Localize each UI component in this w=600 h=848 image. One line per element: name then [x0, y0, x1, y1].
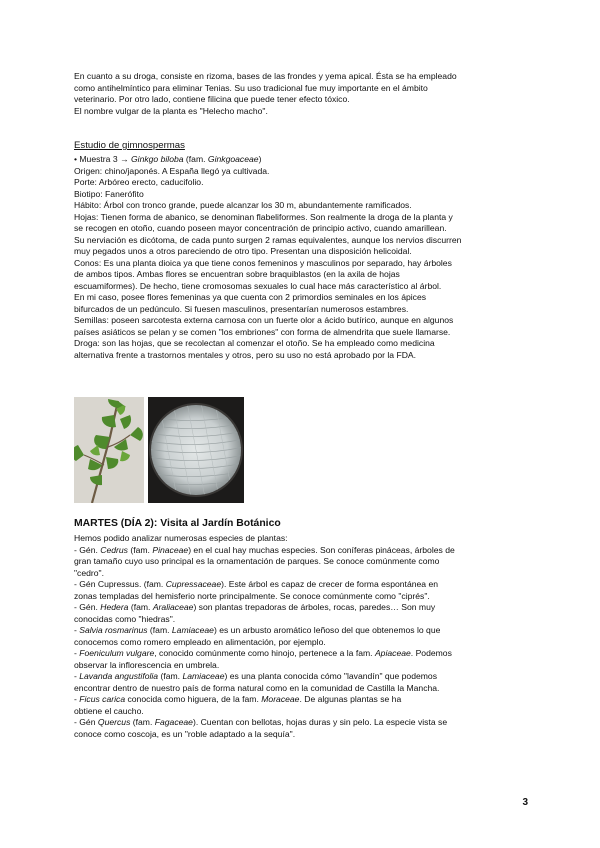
text-line: de ambos tipos. Ambas flores se encuentran sobre braquiblastos (en la axila de hojas: [74, 269, 400, 279]
text-line: observar la inflorescencia en umbrela.: [74, 659, 220, 670]
text-line: En mi caso, posee flores femeninas ya que cuenta con 2 primordios seminales en los ápices: [74, 292, 427, 302]
text-line: bifurcados de un pedúnculo. Si fuesen masculinos, presentarían numerosos estambres.: [74, 303, 409, 314]
text-line: Semillas: poseen sarcotesta externa carnosa con un fuerte olor a ácido butírico, aunque en algunos: [74, 315, 454, 325]
text-line: El nombre vulgar de la planta es "Helecho macho".: [74, 105, 268, 116]
text-line: conocemos como romero empleado en alimentación, por ejemplo.: [74, 636, 326, 647]
text-line: conoce como coscoja, es un "roble adaptado a la sequía".: [74, 728, 296, 739]
text-line: obtiene el caucho.: [74, 705, 144, 716]
sample-line: • Muestra 3 → Ginkgo biloba (fam. Ginkgoaceae): [74, 154, 262, 164]
botanical-garden-list: [74, 533, 552, 740]
ginkgo-branch-photo: [74, 397, 144, 503]
list-item: - Ficus carica conocida como higuera, de la fam. Moraceae. De algunas plantas se ha: [74, 694, 402, 704]
text-line: se recogen en otoño, cuando poseen mayor concentración de principio activo, cuando amarillean.: [74, 223, 447, 233]
text-line: Conos: Es una planta dioica ya que tiene conos femeninos y masculinos por separado, hay árboles: [74, 257, 452, 268]
list-item: - Gén Cupressus. (fam. Cupressaceae). Este árbol es capaz de crecer de forma espontánea en: [74, 579, 439, 589]
text-line: En cuanto a su droga, consiste en rizoma, bases de las frondes y yema apical. Ésta se ha empleado: [74, 71, 457, 81]
ginkgo-description: [74, 154, 552, 361]
text-line: muy pegados unos a otros pareciendo de otro tipo. Presentan una disposición helicoidal.: [74, 246, 412, 256]
text-line: encontrar dentro de nuestro país de forma natural como en la comunidad de Castilla la Mancha.: [74, 682, 440, 693]
top-paragraph: [74, 71, 552, 117]
text-line: zonas templadas del hemisferio norte principalmente. Se conoce comúnmente como "ciprés".: [74, 590, 430, 601]
text-line: como antihelmíntico para eliminar Tenias. Su uso tradicional fue muy importante en el ámbito: [74, 82, 428, 93]
text-line: veterinario. Por otro lado, contiene filicina que puede tener efecto tóxico.: [74, 94, 350, 104]
text-line: gran tamaño cuyo uso principal es la ornamentación de parques. Se conoce comúnmente como: [74, 556, 440, 566]
text-line: países asiáticos se pelan y se comen "los embriones" con forma de almendrita que suele llamarse.: [74, 326, 451, 337]
text-line: Su nerviación es dicótoma, de cada punto surgen 2 ramas equivalentes, aunque los nervios discurren: [74, 234, 462, 245]
text-line: Biotipo: Fanerófito: [74, 188, 144, 199]
text-line: Hábito: Árbol con tronco grande, puede alcanzar los 30 m, abundantemente ramificados.: [74, 200, 412, 210]
text-line: Droga: son las hojas, que se recolectan al comenzar el otoño. Se ha empleado como medicina: [74, 338, 435, 348]
text-line: conocidas como "hiedras".: [74, 613, 176, 624]
text-line: "cedro".: [74, 567, 104, 578]
section-heading-botanical-garden: MARTES (DÍA 2): Visita al Jardín Botánico: [74, 518, 281, 529]
list-item: - Gén. Cedrus (fam. Pinaceae) en el cual hay muchas especies. Son coníferas pináceas, árboles de: [74, 544, 455, 555]
text-line: Porte: Arbóreo erecto, caducifolio.: [74, 177, 204, 187]
list-item: - Gén Quercus (fam. Fagaceae). Cuentan con bellotas, hojas duras y sin pelo. La especie vista se: [74, 717, 448, 727]
list-item: - Foeniculum vulgare, conocido comúnmente como hinojo, pertenece a la fam. Apiaceae. Podemos: [74, 648, 452, 658]
microscope-photo: [148, 397, 244, 503]
text-line: Hojas: Tienen forma de abanico, se denominan flabeliformes. Son realmente la droga de la planta y: [74, 211, 453, 222]
text-line: Origen: chino/japonés. A España llegó ya cultivada.: [74, 165, 270, 176]
list-item: - Salvia rosmarinus (fam. Lamiaceae) es un arbusto aromático leñoso del que obtenemos lo que: [74, 625, 441, 635]
text-line: Hemos podido analizar numerosas especies de plantas:: [74, 533, 288, 543]
text-line: escuamiformes). De hecho, tiene cromosomas sexuales lo cual hace más característico al árbol.: [74, 280, 442, 291]
list-item: - Lavanda angustifolia (fam. Lamiaceae) es una planta conocida cómo "lavandín" que podemos: [74, 671, 437, 681]
list-item: - Gén. Hedera (fam. Araliaceae) son plantas trepadoras de árboles, rocas, paredes… Son muy: [74, 602, 436, 612]
text-line: alternativa frente a trastornos mentales y otros, pero su uso no está aprobado por la FDA.: [74, 349, 417, 360]
section-heading-gymnosperms: Estudio de gimnospermas: [74, 140, 185, 151]
page-number: 3: [522, 797, 528, 808]
